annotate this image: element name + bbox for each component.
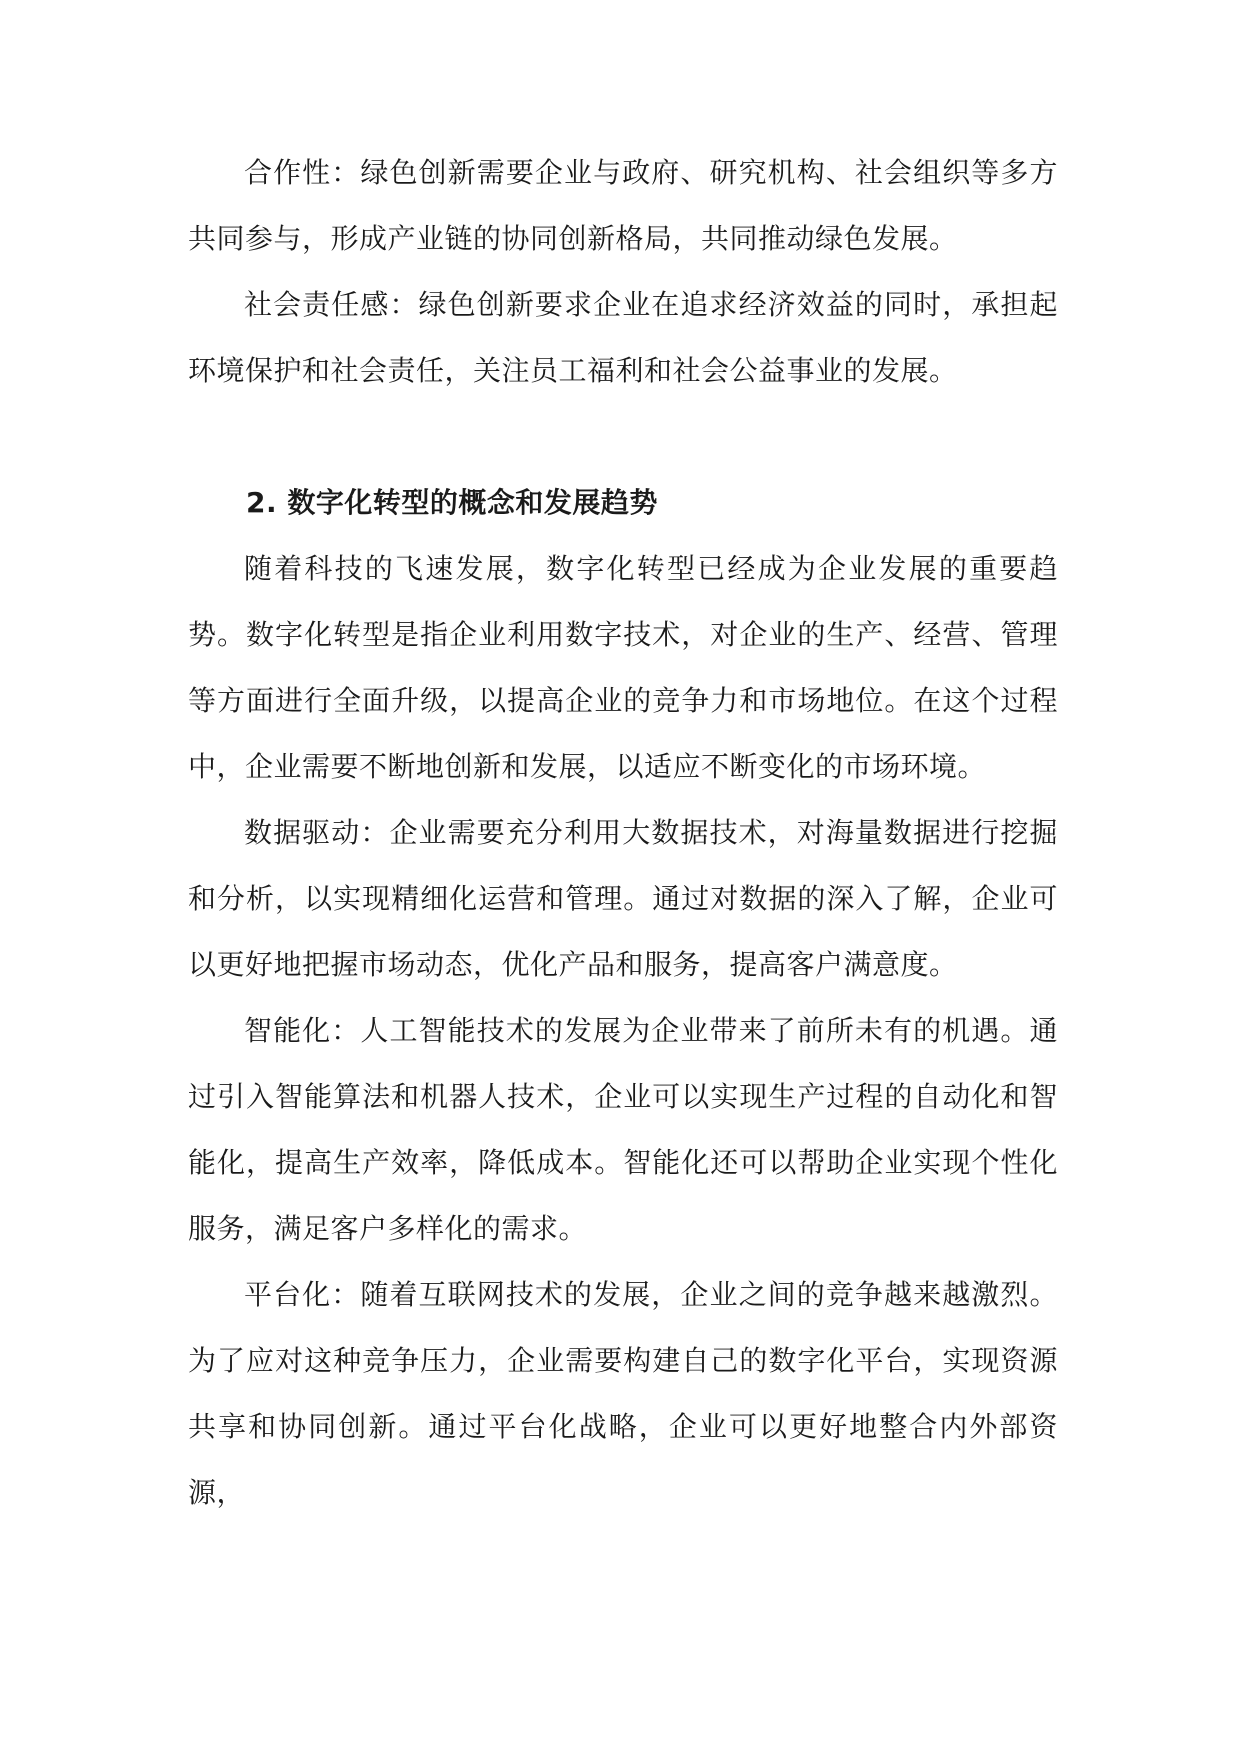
paragraph-platform: 平台化：随着互联网技术的发展，企业之间的竞争越来越激烈。为了应对这种竞争压力，企业需要构建自己的数字化平台，实现资源共享和协同创新。通过平台化战略，企业可以更好地整合内外部资源， (188, 1278, 1058, 1509)
paragraph-cooperation: 合作性：绿色创新需要企业与政府、研究机构、社会组织等多方共同参与，形成产业链的协同创新格局，共同推动绿色发展。 (188, 156, 1058, 255)
bottom-text-block (188, 536, 1058, 1526)
paragraph-digital-transformation-intro: 随着科技的飞速发展，数字化转型已经成为企业发展的重要趋势。数字化转型是指企业利用数字技术，对企业的生产、经营、管理等方面进行全面升级，以提高企业的竞争力和市场地位。在这个过程中，企业需要不断地创新和发展，以适应不断变化的市场环境。 (188, 552, 1058, 783)
top-text-block (188, 140, 1058, 404)
paragraph-data-driven: 数据驱动：企业需要充分利用大数据技术，对海量数据进行挖掘和分析，以实现精细化运营和管理。通过对数据的深入了解，企业可以更好地把握市场动态，优化产品和服务，提高客户满意度。 (188, 816, 1058, 981)
section-heading: 2. 数字化转型的概念和发展趋势 (246, 486, 658, 519)
paragraph-social-responsibility: 社会责任感：绿色创新要求企业在追求经济效益的同时，承担起环境保护和社会责任，关注员工福利和社会公益事业的发展。 (188, 288, 1058, 387)
paragraph-intelligence: 智能化：人工智能技术的发展为企业带来了前所未有的机遇。通过引入智能算法和机器人技术，企业可以实现生产过程的自动化和智能化，提高生产效率，降低成本。智能化还可以帮助企业实现个性化服务，满足客户多样化的需求。 (188, 1014, 1058, 1245)
